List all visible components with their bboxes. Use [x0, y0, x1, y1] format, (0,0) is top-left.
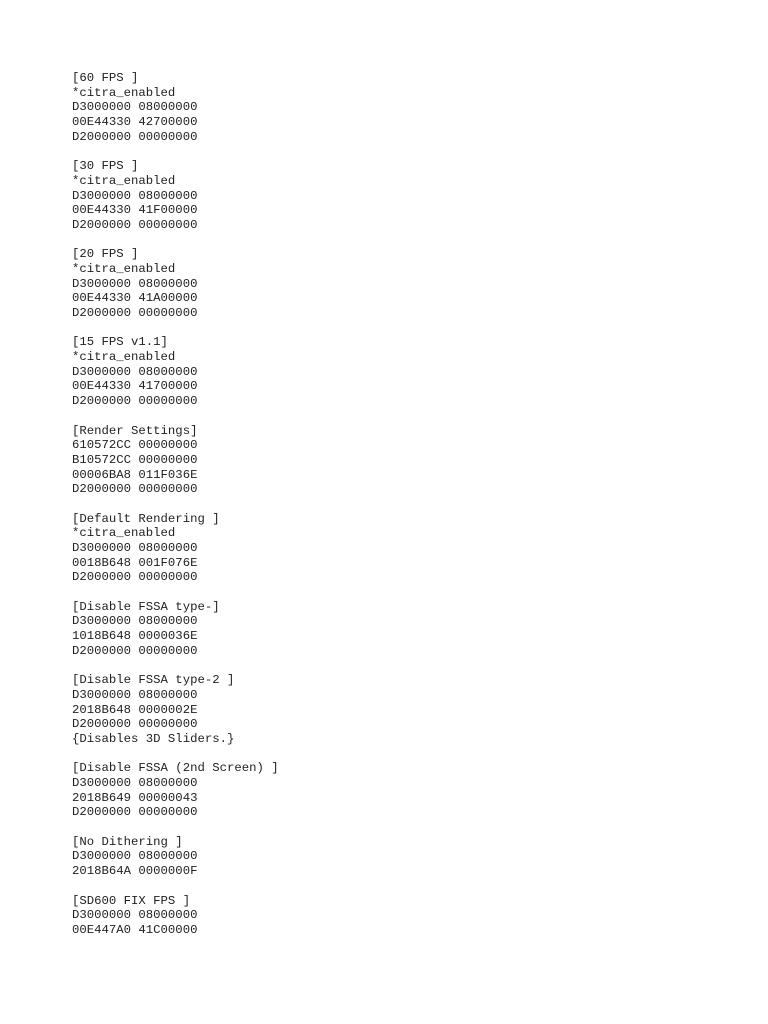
code-block: [72, 335, 752, 408]
code-line: *citra_enabled: [72, 526, 176, 541]
code-line: *citra_enabled: [72, 261, 176, 276]
code-line: 0018B648 001F076E: [72, 555, 198, 570]
code-block: [72, 894, 752, 938]
code-line: D2000000 00000000: [72, 394, 198, 409]
code-line: D3000000 08000000: [72, 687, 198, 702]
code-line: *citra_enabled: [72, 173, 176, 188]
code-block: [72, 512, 752, 585]
code-block-title: [SD600 FIX FPS ]: [72, 893, 191, 908]
code-block: [72, 247, 752, 320]
code-line: 2018B648 0000002E: [72, 702, 198, 717]
code-line: D3000000 08000000: [72, 188, 198, 203]
code-line: 00E44330 42700000: [72, 115, 198, 130]
code-line: D3000000 08000000: [72, 276, 198, 291]
code-line: 00E447A0 41C00000: [72, 922, 198, 937]
code-line: *citra_enabled: [72, 350, 176, 365]
code-block: [72, 159, 752, 232]
code-line: 2018B649 00000043: [72, 790, 198, 805]
code-line: D2000000 00000000: [72, 482, 198, 497]
document-body: [72, 71, 752, 952]
code-block-title: [Disable FSSA (2nd Screen) ]: [72, 761, 279, 776]
code-block: [72, 673, 752, 746]
code-line: D2000000 00000000: [72, 306, 198, 320]
code-block-title: [30 FPS ]: [72, 159, 139, 174]
code-line: D2000000 00000000: [72, 643, 198, 658]
code-line: D3000000 08000000: [72, 100, 198, 115]
code-block: [72, 835, 752, 879]
code-line: *citra_enabled: [72, 85, 176, 100]
code-line: D2000000 00000000: [72, 805, 198, 820]
code-line: 00006BA8 011F036E: [72, 467, 198, 482]
code-block-title: [Disable FSSA type-2 ]: [72, 673, 235, 688]
code-line: D3000000 08000000: [72, 776, 198, 790]
code-line: D2000000 00000000: [72, 717, 198, 732]
code-line: D3000000 08000000: [72, 614, 198, 629]
code-line: D3000000 08000000: [72, 908, 198, 923]
code-line: D2000000 00000000: [72, 217, 198, 232]
code-block-title: [No Dithering ]: [72, 834, 183, 849]
code-line: D3000000 08000000: [72, 849, 198, 864]
code-line: 1018B648 0000036E: [72, 629, 198, 644]
code-block-title: [60 FPS ]: [72, 71, 139, 85]
code-line: 00E44330 41F00000: [72, 203, 198, 218]
code-block: [72, 761, 752, 820]
code-block: [72, 424, 752, 497]
code-block-title: [Disable FSSA type-]: [72, 599, 220, 614]
code-line: {Disables 3D Sliders.}: [72, 731, 235, 746]
code-block: [72, 71, 752, 144]
code-block-title: [15 FPS v1.1]: [72, 335, 168, 350]
code-line: D2000000 00000000: [72, 129, 198, 144]
code-line: 00E44330 41700000: [72, 379, 198, 394]
code-block-title: [20 FPS ]: [72, 247, 139, 262]
code-line: D3000000 08000000: [72, 541, 198, 555]
code-block-title: [Render Settings]: [72, 423, 198, 438]
code-line: 2018B64A 0000000F: [72, 864, 198, 879]
code-line: 610572CC 00000000: [72, 438, 198, 453]
code-line: 00E44330 41A00000: [72, 291, 198, 306]
code-line: B10572CC 00000000: [72, 452, 198, 467]
code-line: D3000000 08000000: [72, 364, 198, 379]
code-line: D2000000 00000000: [72, 570, 198, 585]
code-block-title: [Default Rendering ]: [72, 511, 220, 526]
code-block: [72, 600, 752, 659]
